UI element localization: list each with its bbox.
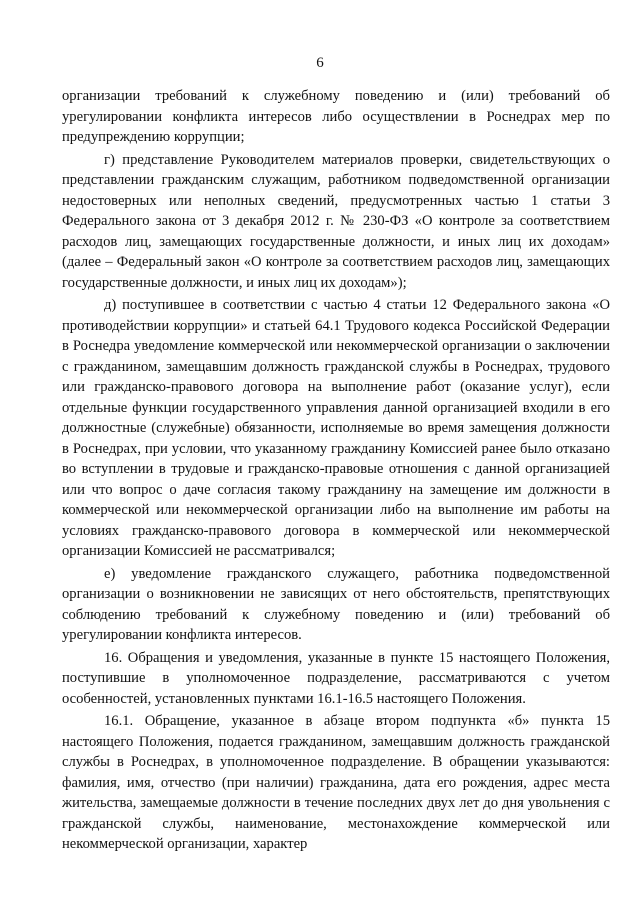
- paragraph-item-e: е) уведомление гражданского служащего, работника подведомственной организации о возникновении не зависящих от него обстоятельств, препятствующих соблюдению требований к служебному поведению и (или) требований об урегулировании конфликта интересов.: [62, 565, 610, 643]
- paragraph-item-g: г) представление Руководителем материалов проверки, свидетельствующих о представлении гражданским служащим, работником подведомственной организации недостоверных или неполных сведений, предусмотренных частью 1 статьи 3 Федерального закона от 3 декабря 2012 г. № 230-ФЗ «О контроле за соответствием расходов лиц, замещающих государственные должности, и иных лиц их доходам» (далее – Федеральный закон «О контроле за соответствием расходов лиц, замещающих государственные должности, и иных лиц их доходам»);: [62, 151, 610, 291]
- page-number: 6: [316, 55, 324, 71]
- paragraph-section-16-1: 16.1. Обращение, указанное в абзаце втором подпункта «б» пункта 15 настоящего Положения, подается гражданином, замещавшим должность гражданской службы в Роснедрах, в уполномоченное подразделение. В обращении указываются: фамилия, имя, отчество (при наличии) гражданина, дата его рождения, адрес места жительства, замещаемые должности в течение последних двух лет до дня увольнения с гражданской службы, наименование, местонахождение коммерческой или некоммерческой организации, характер: [62, 713, 610, 852]
- paragraph-section-16: 16. Обращения и уведомления, указанные в пункте 15 настоящего Положения, поступившие в уполномоченное подразделение, рассматриваются с учетом особенностей, установленных пунктами 16.1-16.5 настоящего Положения.: [62, 649, 610, 707]
- paragraph-item-d: д) поступившее в соответствии с частью 4 статьи 12 Федерального закона «О противодействии коррупции» и статьей 64.1 Трудового кодекса Российской Федерации в Роснедра уведомление коммерческой или некоммерческой организации о заключении с гражданином, замещавшим должность гражданской службы в Роснедрах, трудового или гражданско-правового договора на выполнение работ (оказание услуг), если отдельные функции государственного управления данной организацией входили в его должностные (служебные) обязанности, исполняемые во время замещения должности в Роснедрах, при условии, что указанному гражданину Комиссией ранее было отказано во вступлении в трудовые и гражданско-правовые отношения с данной организацией или что вопрос о даче согласия такому гражданину на замещение им должности в коммерческой или некоммерческой организации либо на выполнение им работы на условиях гражданско-правового договора в коммерческой или некоммерческой организации Комиссией не рассматривался;: [62, 297, 610, 559]
- paragraph-continuation: организации требований к служебному поведению и (или) требований об урегулировании конфликта интересов либо осуществлении в Роснедрах мер по предупреждению коррупции;: [62, 88, 610, 145]
- document-body: [62, 86, 610, 857]
